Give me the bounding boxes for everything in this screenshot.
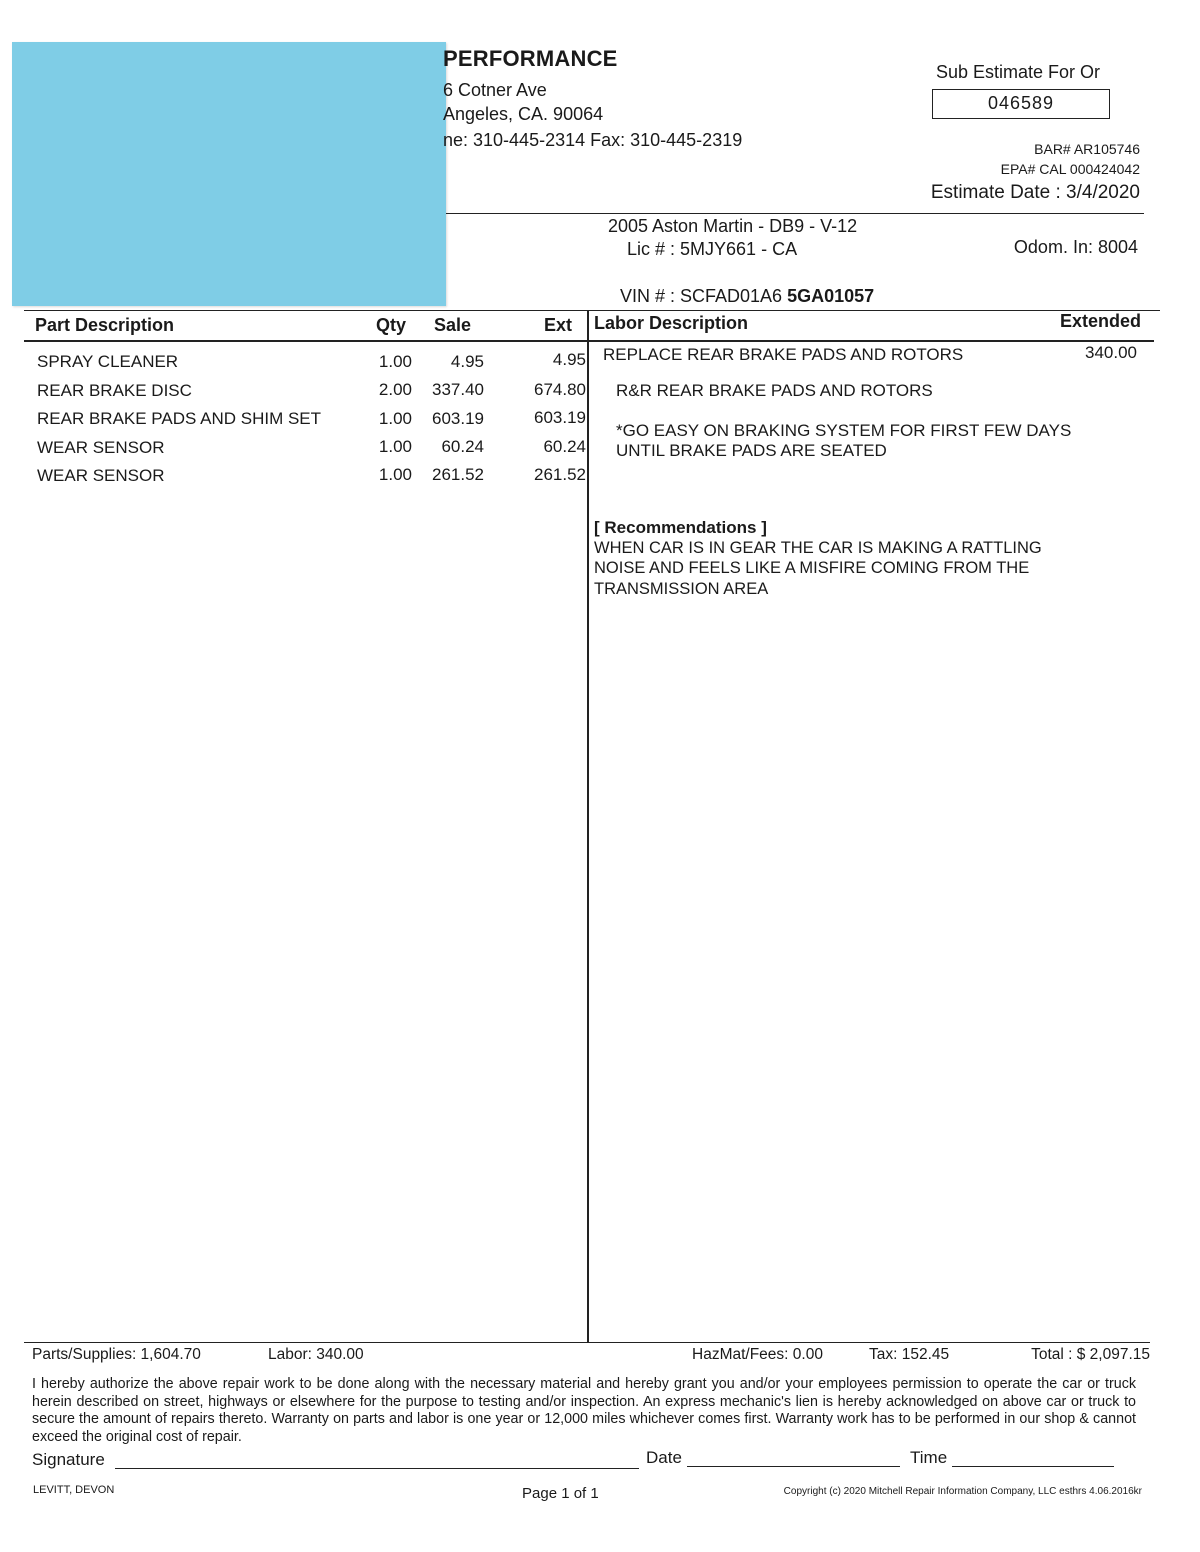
parts-header-desc: Part Description [35,315,175,335]
part-row-sale: 337.40 [432,380,484,399]
table-bottom-line [24,1342,1150,1343]
part-row-qty: 1.00 [378,465,412,484]
signature-label: Signature [32,1450,105,1469]
recommendation-line3: TRANSMISSION AREA [594,580,769,598]
part-row-ext: 60.24 [543,437,586,456]
part-row-desc: REAR BRAKE DISC [37,381,192,400]
part-row-qty: 1.00 [378,352,412,371]
part-row-qty: 2.00 [378,380,412,399]
bar-number: BAR# AR105746 [1034,141,1140,157]
signature-line[interactable] [115,1468,639,1469]
column-divider [587,311,589,1342]
grand-total: Total : $ 2,097.15 [1031,1346,1150,1363]
part-row-sale: 60.24 [441,437,484,456]
labor-amount: 340.00 [1085,343,1137,362]
labor-note-line2: UNTIL BRAKE PADS ARE SEATED [616,441,887,460]
time-line[interactable] [952,1466,1114,1467]
recommendation-line1: WHEN CAR IS IN GEAR THE CAR IS MAKING A RATTLING [594,539,1042,557]
shop-phone: ne: 310-445-2314 Fax: 310-445-2319 [443,130,743,150]
part-row-desc: WEAR SENSOR [37,438,165,457]
table-header-line [24,340,1154,342]
part-row-ext: 603.19 [534,408,586,427]
vin [620,286,874,307]
part-row-ext: 674.80 [534,380,586,399]
epa-number: EPA# CAL 000424042 [1000,161,1140,177]
recommendations-title: [ Recommendations ] [594,518,767,537]
tax: Tax: 152.45 [869,1346,950,1363]
time-label: Time [910,1448,948,1467]
parts-header-qty: Qty [376,315,407,335]
parts-header-ext: Ext [544,315,573,335]
part-row-sale: 261.52 [432,465,484,484]
customer-name: LEVITT, DEVON [33,1484,115,1496]
shop-address-line2: Angeles, CA. 90064 [443,104,604,124]
vehicle-model: 2005 Aston Martin - DB9 - V-12 [608,216,858,236]
part-row-desc: REAR BRAKE PADS AND SHIM SET [37,409,322,428]
labor-detail: R&R REAR BRAKE PADS AND ROTORS [616,381,933,400]
part-row-sale: 4.95 [450,352,484,371]
vin-bold: 5GA01057 [787,286,875,306]
authorization-text: I hereby authorize the above repair work to be done along with the necessary material and hereby grant you and/or your employees permission to operate the car or truck herein described on street, highways or elsewhere for the purpose to testing and/or inspection. An express mechanic's lien is hereby acknowledged on above car or truck to secure the amount of repairs thereto. Warranty on parts and labor is one year or 12,000 miles whichever comes first. Warranty work has to be performed in our shop & cannot exceed the original cost of repair. [32,1376,1136,1445]
parts-supplies-total: Parts/Supplies: 1,604.70 [32,1346,201,1363]
labor-note-line1: *GO EASY ON BRAKING SYSTEM FOR FIRST FEW DAYS [616,421,1072,440]
part-row-ext: 4.95 [552,350,586,369]
vehicle-license: Lic # : 5MJY661 - CA [627,239,798,259]
vin-label: VIN # : SCFAD01A6 [620,286,788,306]
page-number: Page 1 of 1 [522,1485,599,1502]
hazmat-fees: HazMat/Fees: 0.00 [692,1346,823,1363]
header-divider [446,213,1144,214]
date-line[interactable] [687,1466,900,1467]
odometer: Odom. In: 8004 [1013,237,1138,257]
redaction-block [12,42,446,306]
part-row-desc: SPRAY CLEANER [37,352,179,371]
labor-total: Labor: 340.00 [268,1346,364,1363]
estimate-date: Estimate Date : 3/4/2020 [930,182,1140,203]
parts-header-sale: Sale [434,315,472,335]
labor-item: REPLACE REAR BRAKE PADS AND ROTORS [603,345,964,364]
sub-estimate-label: Sub Estimate For Or [936,62,1101,82]
estimate-number: 046589 [932,89,1110,119]
part-row-qty: 1.00 [378,409,412,428]
part-row-sale: 603.19 [432,409,484,428]
labor-header-desc: Labor Description [594,313,749,333]
part-row-desc: WEAR SENSOR [37,466,165,485]
date-label: Date [646,1448,682,1467]
recommendation-line2: NOISE AND FEELS LIKE A MISFIRE COMING FROM THE [594,559,1030,577]
part-row-ext: 261.52 [534,465,586,484]
copyright: Copyright (c) 2020 Mitchell Repair Information Company, LLC esthrs 4.06.2016kr [783,1486,1142,1497]
table-top-line [24,310,1160,311]
shop-name: PERFORMANCE [443,46,618,71]
labor-header-extended: Extended [1059,311,1141,331]
part-row-qty: 1.00 [378,437,412,456]
shop-address-line1: 6 Cotner Ave [443,80,547,100]
